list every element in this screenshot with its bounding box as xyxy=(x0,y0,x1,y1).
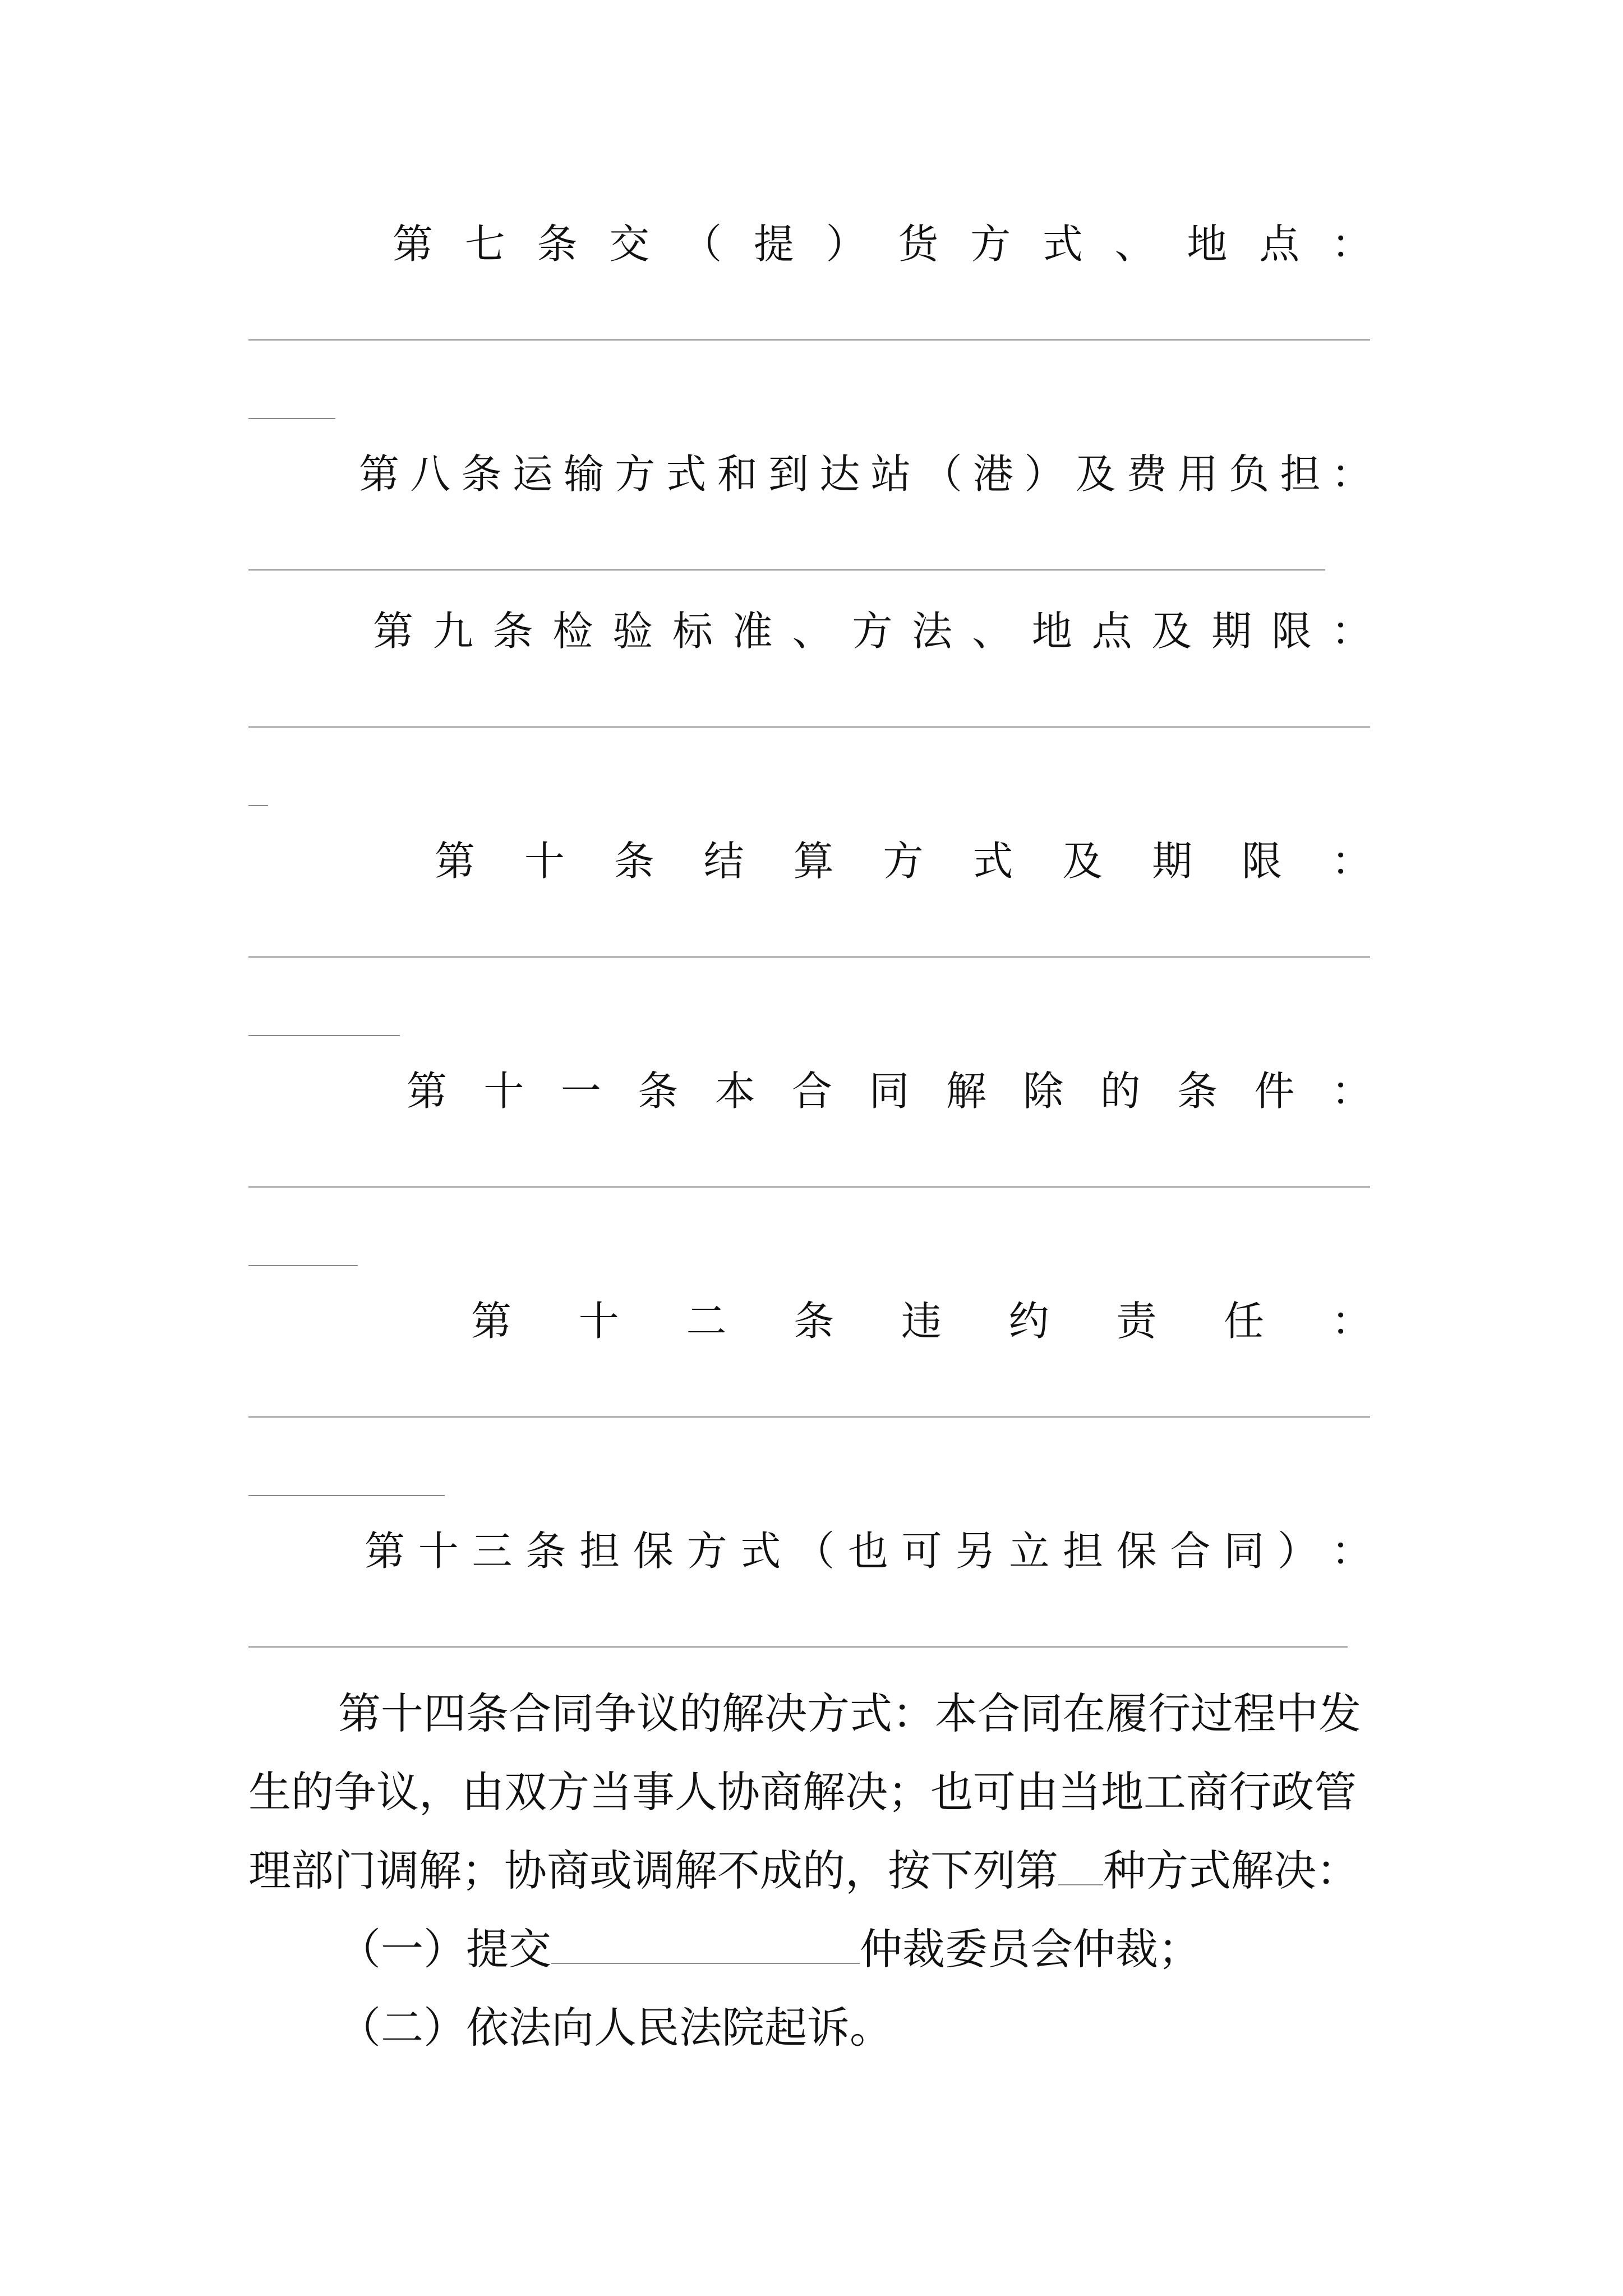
heading-char: 达 xyxy=(819,450,860,498)
heading-char: 约 xyxy=(1008,1297,1049,1345)
heading-char: 除 xyxy=(1023,1068,1064,1115)
heading-char: 担 xyxy=(1280,450,1321,498)
heading-char: 三 xyxy=(472,1527,513,1575)
heading-char: 期 xyxy=(1152,838,1193,885)
heading-char: 式 xyxy=(972,838,1013,885)
heading-char: 用 xyxy=(1178,450,1219,498)
heading-char: ） xyxy=(826,220,866,268)
option-1-text: （一）提交 xyxy=(338,1924,551,1974)
heading-char: ： xyxy=(1331,450,1372,498)
heading-char: 条 xyxy=(614,838,654,885)
heading-char: 条 xyxy=(794,1297,834,1345)
heading-char: 的 xyxy=(1100,1068,1141,1115)
heading-char: 和 xyxy=(717,450,758,498)
article-14-line-3 xyxy=(248,1832,1381,1910)
heading-char: 第 xyxy=(359,450,400,498)
heading-char: 第 xyxy=(365,1527,405,1575)
heading-char: 同 xyxy=(869,1068,910,1115)
article-12-fill-line xyxy=(248,1416,1370,1418)
heading-char: 地 xyxy=(1187,220,1228,268)
heading-char: 、 xyxy=(1114,220,1155,268)
heading-char: 方 xyxy=(686,1527,727,1575)
heading-char: 、 xyxy=(792,608,833,655)
heading-char: 条 xyxy=(537,220,578,268)
heading-char: 结 xyxy=(703,838,744,885)
article-11-fill-line xyxy=(248,1186,1370,1188)
article-7-fill-line xyxy=(248,339,1370,341)
article-12-heading xyxy=(471,1296,1372,1346)
article-10-heading xyxy=(435,836,1372,886)
article-11-heading xyxy=(407,1066,1372,1116)
heading-char: 解 xyxy=(946,1068,986,1115)
heading-char: 立 xyxy=(1009,1527,1050,1575)
heading-char: 运 xyxy=(512,450,553,498)
heading-char: 点 xyxy=(1259,220,1300,268)
article-10-fill-line-end xyxy=(248,1035,400,1036)
arbitration-committee-blank xyxy=(551,1921,860,1964)
heading-char: 件 xyxy=(1254,1068,1295,1115)
article-10-fill-line xyxy=(248,956,1370,958)
article-14-line-2: 生的争议，由双方当事人协商解决；也可由当地工商行政管 xyxy=(248,1767,1357,1817)
heading-char: 及 xyxy=(1062,838,1103,885)
heading-char: 地 xyxy=(1031,608,1072,655)
heading-char: 可 xyxy=(901,1527,942,1575)
heading-char: 第 xyxy=(435,838,476,885)
heading-char: 本 xyxy=(714,1068,755,1115)
option-1 xyxy=(248,1910,1381,1989)
heading-char: 期 xyxy=(1211,608,1252,655)
article-8-fill-line xyxy=(248,569,1325,570)
heading-char: 另 xyxy=(955,1527,996,1575)
article-7-fill-line-end xyxy=(248,418,335,419)
heading-char: 八 xyxy=(410,450,451,498)
article-7-heading xyxy=(393,219,1372,269)
article-9-fill-line-end xyxy=(248,805,268,806)
heading-char: 违 xyxy=(901,1297,942,1345)
heading-char: 十 xyxy=(418,1527,459,1575)
heading-char: 到 xyxy=(768,450,809,498)
heading-char: 合 xyxy=(1170,1527,1211,1575)
heading-char: 十 xyxy=(578,1297,619,1345)
heading-char: 港 xyxy=(973,450,1014,498)
article-9-heading xyxy=(373,606,1372,656)
heading-char: 交 xyxy=(609,220,650,268)
heading-char: ： xyxy=(1331,838,1372,885)
heading-char: 条 xyxy=(525,1527,566,1575)
heading-char: 任 xyxy=(1224,1297,1265,1345)
heading-char: 费 xyxy=(1126,450,1167,498)
heading-char: 算 xyxy=(793,838,834,885)
heading-char: 及 xyxy=(1075,450,1116,498)
heading-char: 方 xyxy=(883,838,924,885)
heading-char: 第 xyxy=(471,1297,512,1345)
heading-char: 一 xyxy=(560,1068,601,1115)
heading-char: 第 xyxy=(407,1068,448,1115)
heading-char: ： xyxy=(1331,1297,1372,1345)
heading-char: （ xyxy=(794,1527,835,1575)
heading-char: 条 xyxy=(1177,1068,1218,1115)
heading-char: 检 xyxy=(552,608,593,655)
heading-char: 限 xyxy=(1242,838,1283,885)
article-14-paragraph xyxy=(248,1674,1381,2067)
heading-char: 准 xyxy=(732,608,773,655)
heading-char: 及 xyxy=(1151,608,1192,655)
heading-char: 限 xyxy=(1271,608,1312,655)
article-14-line-3-text: 理部门调解；协商或调解不成的，按下列第 xyxy=(248,1846,1058,1895)
heading-char: 十 xyxy=(483,1068,524,1115)
heading-char: 十 xyxy=(524,838,565,885)
method-number-blank xyxy=(1058,1843,1103,1885)
article-8-heading xyxy=(359,449,1372,499)
heading-char: 第 xyxy=(393,220,434,268)
heading-char: 式 xyxy=(1042,220,1083,268)
heading-char: 点 xyxy=(1091,608,1132,655)
heading-char: ： xyxy=(1331,608,1372,655)
heading-char: 第 xyxy=(373,608,414,655)
article-13-fill-line xyxy=(248,1646,1348,1648)
heading-char: 标 xyxy=(672,608,713,655)
heading-char: （ xyxy=(921,450,962,498)
article-14-line-3-text-end: 种方式解决： xyxy=(1103,1846,1359,1895)
option-2: （二）依法向人民法院起诉。 xyxy=(338,2003,892,2053)
article-13-heading xyxy=(365,1526,1372,1576)
heading-char: 方 xyxy=(852,608,893,655)
heading-char: （ xyxy=(681,220,722,268)
heading-char: ： xyxy=(1331,1068,1372,1115)
article-12-fill-line-end xyxy=(248,1495,445,1496)
heading-char: 负 xyxy=(1229,450,1270,498)
heading-char: 法 xyxy=(912,608,953,655)
heading-char: 二 xyxy=(686,1297,727,1345)
heading-char: 提 xyxy=(753,220,794,268)
heading-char: 七 xyxy=(464,220,505,268)
heading-char: ） xyxy=(1024,450,1065,498)
heading-char: 条 xyxy=(461,450,502,498)
heading-char: 条 xyxy=(492,608,533,655)
heading-char: 保 xyxy=(1116,1527,1157,1575)
heading-char: 条 xyxy=(638,1068,679,1115)
option-1-text-end: 仲裁委员会仲裁； xyxy=(860,1924,1201,1974)
heading-char: 验 xyxy=(612,608,653,655)
heading-char: 担 xyxy=(579,1527,620,1575)
heading-char: 合 xyxy=(792,1068,833,1115)
heading-char: 责 xyxy=(1116,1297,1157,1345)
heading-char: 式 xyxy=(666,450,707,498)
heading-char: 保 xyxy=(633,1527,674,1575)
heading-char: 站 xyxy=(870,450,911,498)
heading-char: ） xyxy=(1278,1527,1318,1575)
heading-char: 担 xyxy=(1062,1527,1103,1575)
heading-char: 同 xyxy=(1224,1527,1265,1575)
heading-char: 方 xyxy=(970,220,1011,268)
heading-char: 也 xyxy=(847,1527,888,1575)
heading-char: 、 xyxy=(971,608,1012,655)
heading-char: 式 xyxy=(740,1527,781,1575)
heading-char: ： xyxy=(1331,220,1372,268)
heading-char: 方 xyxy=(615,450,656,498)
heading-char: 货 xyxy=(898,220,939,268)
article-11-fill-line-end xyxy=(248,1265,358,1266)
article-14-line-1: 第十四条合同争议的解决方式：本合同在履行过程中发 xyxy=(338,1688,1361,1738)
heading-char: 九 xyxy=(432,608,473,655)
heading-char: 输 xyxy=(564,450,605,498)
heading-char: ： xyxy=(1331,1527,1372,1575)
article-9-fill-line xyxy=(248,726,1370,728)
